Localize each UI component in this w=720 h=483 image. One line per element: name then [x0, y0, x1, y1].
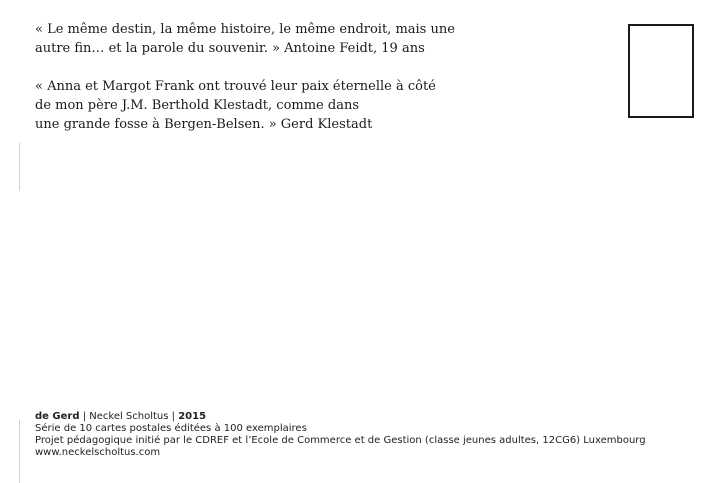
- quote-line: « Anna et Margot Frank ont trouvé leur paix éternelle à côté: [35, 79, 436, 94]
- stamp-placeholder-box: [628, 24, 694, 118]
- quote-line: « Le même destin, la même histoire, le même endroit, mais une: [35, 22, 455, 37]
- footer-project: Projet pédagogique initié par le CDREF et l’Ecole de Commerce et de Gestion (classe jeunes adultes, 12CG6) Luxembourg: [35, 435, 646, 446]
- quote-line: une grande fosse à Bergen-Belsen. » Gerd Klestadt: [35, 117, 373, 132]
- footer-author: Neckel Scholtus: [89, 411, 169, 422]
- quote-antoine-feidt: [35, 20, 455, 58]
- quote-line: de mon père J.M. Berthold Klestadt, comme dans: [35, 98, 359, 113]
- quote-gerd-klestadt: [35, 77, 436, 134]
- footer-year: 2015: [178, 411, 207, 422]
- postcard-footer: [35, 411, 646, 459]
- footer-separator: |: [168, 411, 179, 422]
- edge-line-bottom: [19, 420, 20, 483]
- footer-credits-line: [35, 411, 646, 423]
- footer-separator: |: [79, 411, 90, 422]
- edge-line-top: [19, 143, 20, 191]
- footer-title: de Gerd: [35, 411, 80, 422]
- quote-line: autre fin… et la parole du souvenir. » Antoine Feidt, 19 ans: [35, 41, 425, 56]
- footer-series: Série de 10 cartes postales éditées à 100 exemplaires: [35, 423, 307, 434]
- footer-website: www.neckelscholtus.com: [35, 447, 161, 458]
